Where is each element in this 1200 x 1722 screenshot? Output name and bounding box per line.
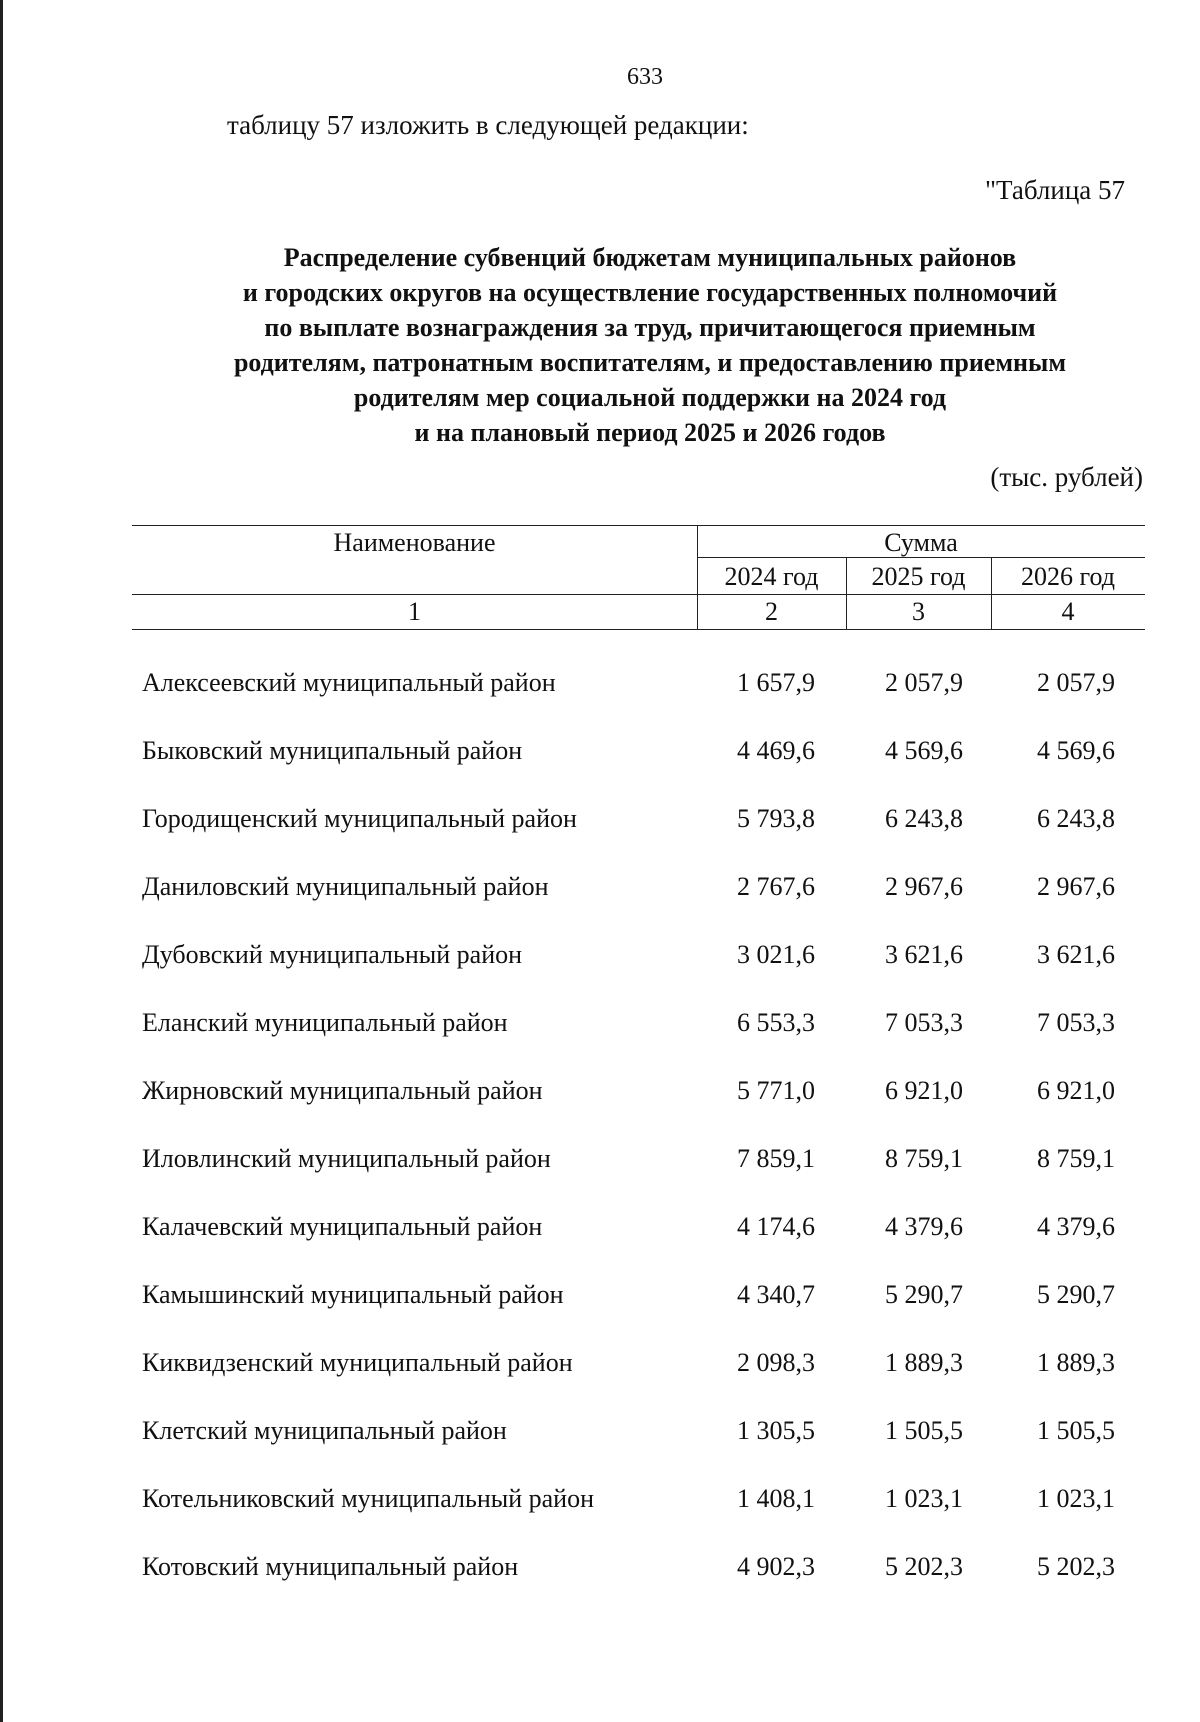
row-value-2025: 4 569,6	[885, 736, 963, 765]
row-value-2026: 2 967,6	[1037, 872, 1115, 901]
table-caption: "Таблица 57	[985, 175, 1125, 205]
row-value-2024: 5 793,8	[737, 804, 815, 833]
column-number: 4	[1061, 597, 1075, 626]
row-name: Алексеевский муниципальный район	[142, 668, 556, 697]
row-name: Иловлинский муниципальный район	[142, 1144, 551, 1173]
row-value-2025: 7 053,3	[885, 1008, 963, 1037]
title-line: родителям, патронатным воспитателям, и предоставлению приемным	[233, 348, 1067, 377]
row-value-2025: 1 505,5	[885, 1416, 963, 1445]
scan-edge	[0, 0, 3, 1722]
row-name: Быковский муниципальный район	[142, 736, 523, 765]
title-line: и на плановый период 2025 и 2026 годов	[414, 418, 886, 447]
document-title	[160, 240, 1140, 450]
row-value-2024: 3 021,6	[737, 940, 815, 969]
row-value-2025: 3 621,6	[885, 940, 963, 969]
row-value-2026: 5 290,7	[1037, 1280, 1115, 1309]
row-value-2026: 8 759,1	[1037, 1144, 1115, 1173]
header-year-2025: 2025 год	[871, 562, 966, 591]
row-value-2025: 6 243,8	[885, 804, 963, 833]
title-line: и городских округов на осуществление государственных полномочий	[242, 278, 1058, 307]
row-name: Киквидзенский муниципальный район	[142, 1348, 573, 1377]
row-value-2025: 1 889,3	[885, 1348, 963, 1377]
row-value-2026: 1 889,3	[1037, 1348, 1115, 1377]
row-value-2025: 2 057,9	[885, 668, 963, 697]
row-value-2024: 2 098,3	[737, 1348, 815, 1377]
title-line: Распределение субвенций бюджетам муниципальных районов	[283, 243, 1017, 272]
row-name: Дубовский муниципальный район	[142, 940, 523, 969]
row-value-2025: 5 290,7	[885, 1280, 963, 1309]
row-name: Жирновский муниципальный район	[142, 1076, 543, 1105]
column-numbers-rule	[132, 629, 1145, 630]
row-value-2025: 2 967,6	[885, 872, 963, 901]
header-name: Наименование	[333, 528, 496, 557]
row-value-2025: 6 921,0	[885, 1076, 963, 1105]
row-value-2025: 4 379,6	[885, 1212, 963, 1241]
row-value-2026: 2 057,9	[1037, 668, 1115, 697]
row-value-2024: 7 859,1	[737, 1144, 815, 1173]
title-line: родителям мер социальной поддержки на 2024 год	[353, 383, 947, 412]
title-line: по выплате вознаграждения за труд, причитающегося приемным	[264, 313, 1036, 342]
intro-text: таблицу 57 изложить в следующей редакции:	[227, 110, 749, 140]
row-value-2026: 7 053,3	[1037, 1008, 1115, 1037]
column-number: 2	[765, 597, 778, 626]
row-value-2024: 6 553,3	[737, 1008, 815, 1037]
page-number: 633	[627, 64, 663, 90]
row-name: Еланский муниципальный район	[142, 1008, 508, 1037]
row-value-2026: 1 023,1	[1037, 1484, 1115, 1513]
row-name: Котовский муниципальный район	[142, 1552, 519, 1581]
row-value-2024: 4 469,6	[737, 736, 815, 765]
row-name: Даниловский муниципальный район	[142, 872, 549, 901]
row-value-2024: 1 657,9	[737, 668, 815, 697]
row-value-2026: 3 621,6	[1037, 940, 1115, 969]
row-value-2026: 5 202,3	[1037, 1552, 1115, 1581]
row-value-2025: 1 023,1	[885, 1484, 963, 1513]
row-name: Котельниковский муниципальный район	[142, 1484, 594, 1513]
row-name: Калачевский муниципальный район	[142, 1212, 543, 1241]
row-value-2024: 5 771,0	[737, 1076, 815, 1105]
table-top-rule	[132, 525, 1145, 526]
row-name: Городищенский муниципальный район	[142, 804, 577, 833]
units-label: (тыс. рублей)	[990, 462, 1143, 492]
row-value-2024: 4 902,3	[737, 1552, 815, 1581]
row-name: Клетский муниципальный район	[142, 1416, 507, 1445]
row-value-2024: 4 340,7	[737, 1280, 815, 1309]
row-value-2026: 1 505,5	[1037, 1416, 1115, 1445]
row-value-2024: 4 174,6	[737, 1212, 815, 1241]
row-value-2025: 8 759,1	[885, 1144, 963, 1173]
column-number: 1	[408, 597, 421, 626]
row-value-2024: 1 408,1	[737, 1484, 815, 1513]
header-year-2024: 2024 год	[724, 562, 819, 591]
row-value-2026: 4 379,6	[1037, 1212, 1115, 1241]
row-value-2024: 1 305,5	[737, 1416, 815, 1445]
header-sum: Сумма	[884, 528, 958, 557]
row-value-2026: 6 921,0	[1037, 1076, 1115, 1105]
header-year-2026: 2026 год	[1021, 562, 1115, 591]
row-value-2024: 2 767,6	[737, 872, 815, 901]
header-bottom-rule	[132, 594, 1145, 595]
row-name: Камышинский муниципальный район	[142, 1280, 564, 1309]
row-value-2026: 6 243,8	[1037, 804, 1115, 833]
row-value-2025: 5 202,3	[885, 1552, 963, 1581]
column-number: 3	[912, 597, 925, 626]
row-value-2026: 4 569,6	[1037, 736, 1115, 765]
